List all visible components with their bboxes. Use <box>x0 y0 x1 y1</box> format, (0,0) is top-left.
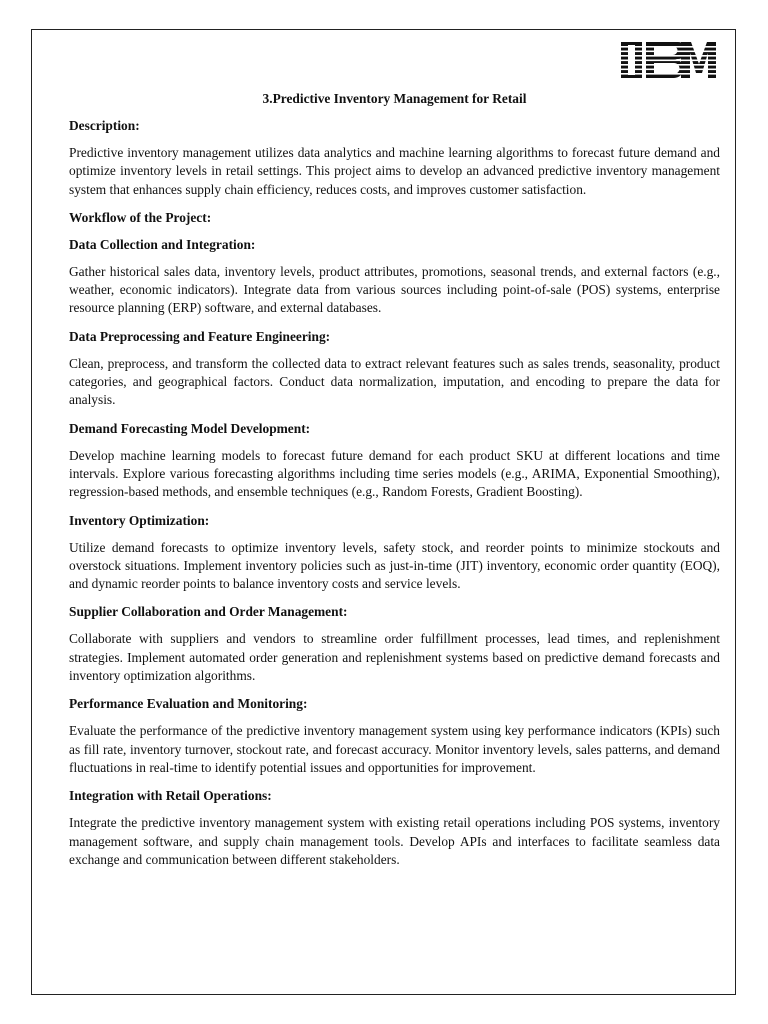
section-body-preprocessing: Clean, preprocess, and transform the collected data to extract relevant features such as sales trends, seasonality, product categories, and geographical factors. Conduct data normalization, imputation, and encoding to prepare the data for analysis. <box>69 355 720 408</box>
workflow-heading: Workflow of the Project: <box>69 209 212 225</box>
document-body <box>69 90 720 879</box>
document-title: 3.Predictive Inventory Management for Retail <box>262 91 527 106</box>
description-heading: Description: <box>69 118 140 133</box>
section-heading-retail-integration: Integration with Retail Operations: <box>69 788 272 804</box>
section-heading-performance-evaluation: Performance Evaluation and Monitoring: <box>69 696 308 712</box>
section-heading-supplier-collaboration: Supplier Collaboration and Order Management: <box>69 604 348 620</box>
description-text: Predictive inventory management utilizes data analytics and machine learning algorithms to forecast future demand and optimize inventory levels in retail settings. This project aims to develop an advanced predictive inventory management system that enhances supply chain efficiency, reduces costs, and improves customer satisfaction. <box>69 145 720 197</box>
page-frame <box>31 29 736 995</box>
section-body-data-collection: Gather historical sales data, inventory levels, product attributes, promotions, seasonal trends, and external factors (e.g., weather, economic indicators). Integrate data from various sources including point-of-sale (POS) systems, enterprise resource planning (ERP) software, and external databases. <box>69 263 720 316</box>
section-body-inventory-optimization: Utilize demand forecasts to optimize inventory levels, safety stock, and reorder points to minimize stockouts and overstock situations. Implement inventory policies such as just-in-time (JIT) inventory, economic order quantity (EOQ), and dynamic reorder points to balance inventory costs and service levels. <box>69 539 720 592</box>
section-body-supplier-collaboration: Collaborate with suppliers and vendors to streamline order fulfillment processes, lead times, and replenishment strategies. Implement automated order generation and replenishment systems based on predictive demand forecasts and inventory optimization algorithms. <box>69 631 720 684</box>
section-heading-data-collection: Data Collection and Integration: <box>69 236 256 252</box>
section-heading-demand-forecasting: Demand Forecasting Model Development: <box>69 420 311 436</box>
ibm-logo <box>621 42 716 78</box>
section-body-performance-evaluation: Evaluate the performance of the predictive inventory management system using key performance indicators (KPIs) such as fill rate, inventory turnover, stockout rate, and forecast accuracy. Monitor inventory levels, sales patterns, and demand fluctuations in real-time to identify potential issues and opportunities for improvement. <box>69 723 720 775</box>
section-body-demand-forecasting: Develop machine learning models to forecast future demand for each product SKU at different locations and time intervals. Explore various forecasting algorithms including time series models (e.g., ARIMA, Exponential Smoothing), regression-based methods, and ensemble techniques (e.g., Random Forests, Gradient Boosting). <box>69 447 720 500</box>
section-heading-inventory-optimization: Inventory Optimization: <box>69 512 210 528</box>
section-heading-preprocessing: Data Preprocessing and Feature Engineering: <box>69 328 331 344</box>
section-body-retail-integration: Integrate the predictive inventory management system with existing retail operations including POS systems, inventory management software, and supply chain management tools. Develop APIs and interfaces to facilitate seamless data exchange and communication between different stakeholders. <box>69 815 720 867</box>
